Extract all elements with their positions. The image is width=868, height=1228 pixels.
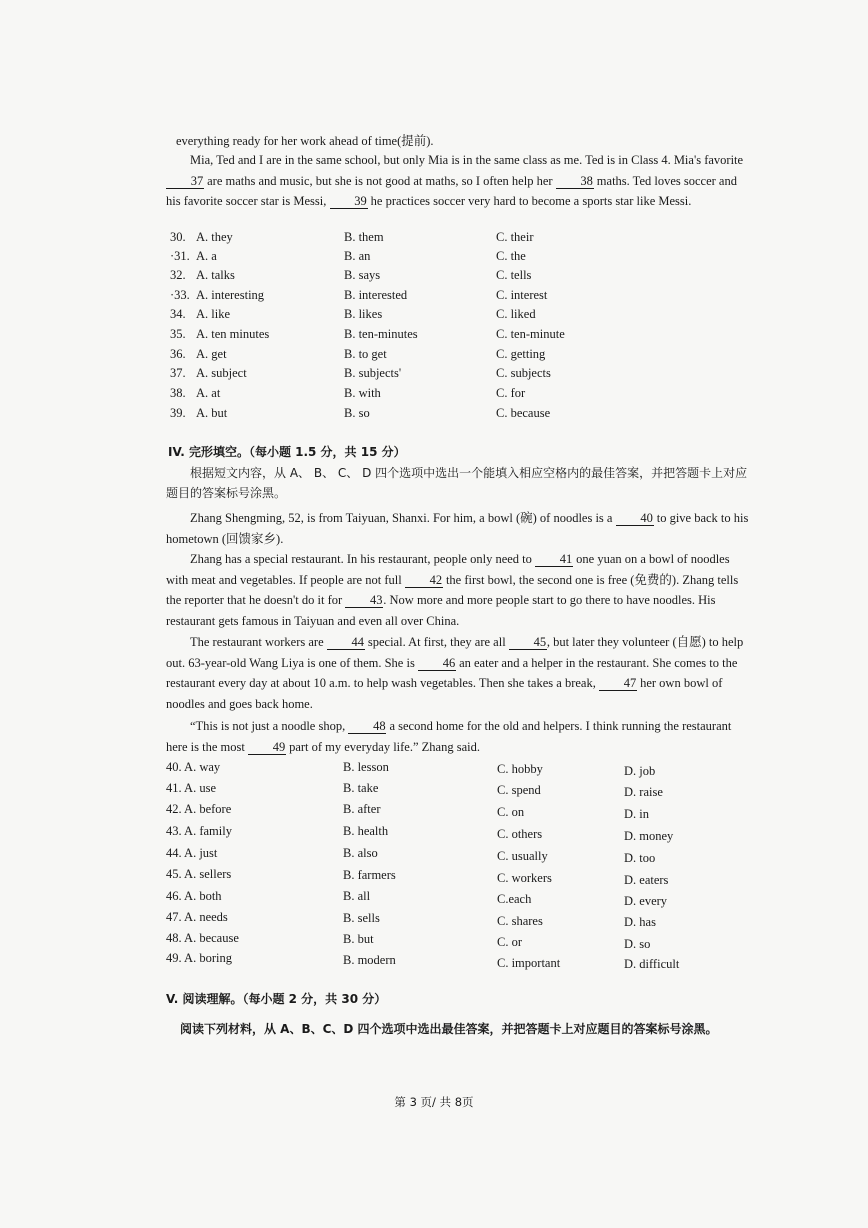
q32-option-b: B. says (344, 268, 381, 282)
q33-option-a: A. interesting (196, 288, 265, 302)
q30-option-b: B. them (344, 230, 384, 244)
q39-option-b: B. so (344, 406, 370, 420)
q30-option-c: C. their (496, 230, 534, 244)
q47-option-b: B. sells (343, 911, 380, 925)
blank-43: 43 (345, 593, 383, 608)
q39-option-a: A. but (196, 406, 228, 420)
blank-48: 48 (348, 719, 386, 734)
q33-option-b: B. interested (344, 288, 408, 302)
section-4-title: IV. 完形填空。（每小题 1.5 分，共 15 分） (168, 445, 406, 459)
q31-option-a: A. a (196, 249, 217, 263)
q30-num: 30. (170, 230, 186, 244)
passage-paragraph-3: The restaurant workers are 44 special. At first, they are all 45, but later they volunteer (自愿) to help out. 63-year-old Wang Liya is one of them. She is 46 an eater and a helper in the restaurant. She comes to the restaurant every day at about 10 a.m. to help wash vegetables. Then she takes a break, 47 her own bowl of noodles and goes back home. (166, 635, 744, 711)
passage-paragraph-1: Zhang Shengming, 52, is from Taiyuan, Shanxi. For him, a bowl (碗) of noodles is a 40 to give back to his hometown (回馈家乡). (166, 511, 749, 546)
blank-49: 49 (248, 740, 286, 755)
q38-option-c: C. for (496, 386, 526, 400)
q36-option-b: B. to get (344, 347, 387, 361)
q43-option-b: B. health (343, 824, 389, 838)
q33-num: ·33. (170, 288, 190, 302)
q45-option-b: B. farmers (343, 868, 396, 882)
q42-option-d: D. in (624, 807, 649, 821)
q48-option-c: C. or (497, 935, 522, 949)
section-5-title: V. 阅读理解。（每小题 2 分，共 30 分） (166, 992, 387, 1006)
q35-option-c: C. ten-minute (496, 327, 565, 341)
q42-option-a: 42. A. before (166, 802, 232, 816)
q49-option-a: 49. A. boring (166, 951, 232, 965)
q37-num: 37. (170, 366, 186, 380)
q34-option-a: A. like (196, 307, 231, 321)
passage-paragraph-2: Zhang has a special restaurant. In his restaurant, people only need to 41 one yuan on a bowl of noodles with meat and vegetables. If people are not full 42 the first bowl, the second one is free (免费的). Zhang tells the reporter that he doesn't do it for 43. Now more and more people start to go there to have noodles. His restaurant gets famous in Taiyuan and even all over China. (166, 552, 739, 628)
q38-num: 38. (170, 386, 186, 400)
q48-option-d: D. so (624, 937, 651, 951)
q35-option-b: B. ten-minutes (344, 327, 418, 341)
q46-option-d: D. every (624, 894, 668, 908)
blank-41: 41 (535, 552, 573, 567)
q44-option-a: 44. A. just (166, 846, 218, 860)
q40-option-d: D. job (624, 764, 656, 778)
q46-option-c: C.each (497, 892, 532, 906)
blank-37: 37 (166, 174, 204, 189)
passage-paragraph-4: “This is not just a noodle shop, 48 a second home for the old and helpers. I think running the restaurant here is the most 49 part of my everyday life.” Zhang said. (166, 719, 732, 754)
q48-option-a: 48. A. because (166, 931, 239, 945)
blank-39: 39 (330, 194, 368, 209)
q41-option-b: B. take (343, 781, 379, 795)
passage-paragraph-mia: Mia, Ted and I are in the same school, but only Mia is in the same class as me. Ted is in Class 4. Mia's favorite 37 are maths and music, but she is not good at maths, so I often help her 38 maths. Ted loves soccer and his favorite soccer star is Messi, 39 he practices soccer very hard to become a sports star like Messi. (166, 153, 744, 208)
q32-num: 32. (170, 268, 186, 282)
q34-option-b: B. likes (344, 307, 383, 321)
q42-option-b: B. after (343, 802, 381, 816)
q49-option-d: D. difficult (624, 957, 680, 971)
blank-47: 47 (599, 676, 637, 691)
page-footer: 第 3 页/ 共 8页 (394, 1095, 474, 1109)
section-5-instruction: 阅读下列材料，从 A、B、C、D 四个选项中选出最佳答案，并把答题卡上对应题目的答案标号涂黑。 (180, 1022, 718, 1036)
q40-option-c: C. hobby (497, 762, 543, 776)
q34-option-c: C. liked (496, 307, 536, 321)
blank-46: 46 (418, 656, 456, 671)
q34-num: 34. (170, 307, 186, 321)
q31-num: ·31. (170, 249, 190, 263)
q47-option-a: 47. A. needs (166, 910, 228, 924)
q31-option-c: C. the (496, 249, 526, 263)
q43-option-a: 43. A. family (166, 824, 232, 838)
q32-option-a: A. talks (196, 268, 235, 282)
q31-option-b: B. an (344, 249, 371, 263)
blank-45: 45 (509, 635, 547, 650)
q41-option-d: D. raise (624, 785, 663, 799)
q39-option-c: C. because (496, 406, 551, 420)
q49-option-b: B. modern (343, 953, 396, 967)
q37-option-b: B. subjects' (344, 366, 402, 380)
q47-option-d: D. has (624, 915, 656, 929)
q45-option-d: D. eaters (624, 873, 669, 887)
q44-option-b: B. also (343, 846, 378, 860)
q35-option-a: A. ten minutes (196, 327, 270, 341)
blank-38: 38 (556, 174, 594, 189)
q46-option-b: B. all (343, 889, 371, 903)
q48-option-b: B. but (343, 932, 374, 946)
q30-option-a: A. they (196, 230, 233, 244)
q36-option-a: A. get (196, 347, 227, 361)
q36-num: 36. (170, 347, 186, 361)
q38-option-b: B. with (344, 386, 381, 400)
section-4-instruction: 根据短文内容，从 A、 B、 C、 D 四个选项中选出一个能填入相应空格内的最佳答案，并把答题卡上对应题目的答案标号涂黑。 (166, 466, 748, 500)
q46-option-a: 46. A. both (166, 889, 222, 903)
q32-option-c: C. tells (496, 268, 532, 282)
q44-option-c: C. usually (497, 849, 548, 863)
q42-option-c: C. on (497, 805, 525, 819)
q37-option-c: C. subjects (496, 366, 551, 380)
q38-option-a: A. at (196, 386, 221, 400)
continuation-line: everything ready for her work ahead of time(提前). (176, 134, 434, 148)
blank-40: 40 (616, 511, 654, 526)
q41-option-a: 41. A. use (166, 781, 216, 795)
q39-num: 39. (170, 406, 186, 420)
blank-44: 44 (327, 635, 365, 650)
q41-option-c: C. spend (497, 783, 541, 797)
blank-42: 42 (405, 573, 443, 588)
q47-option-c: C. shares (497, 914, 543, 928)
q37-option-a: A. subject (196, 366, 247, 380)
q40-option-a: 40. A. way (166, 760, 221, 774)
q33-option-c: C. interest (496, 288, 548, 302)
q35-num: 35. (170, 327, 186, 341)
q40-option-b: B. lesson (343, 760, 389, 774)
q43-option-d: D. money (624, 829, 674, 843)
q45-option-c: C. workers (497, 871, 552, 885)
q45-option-a: 45. A. sellers (166, 867, 232, 881)
q44-option-d: D. too (624, 851, 656, 865)
q43-option-c: C. others (497, 827, 543, 841)
q36-option-c: C. getting (496, 347, 546, 361)
q49-option-c: C. important (497, 956, 561, 970)
